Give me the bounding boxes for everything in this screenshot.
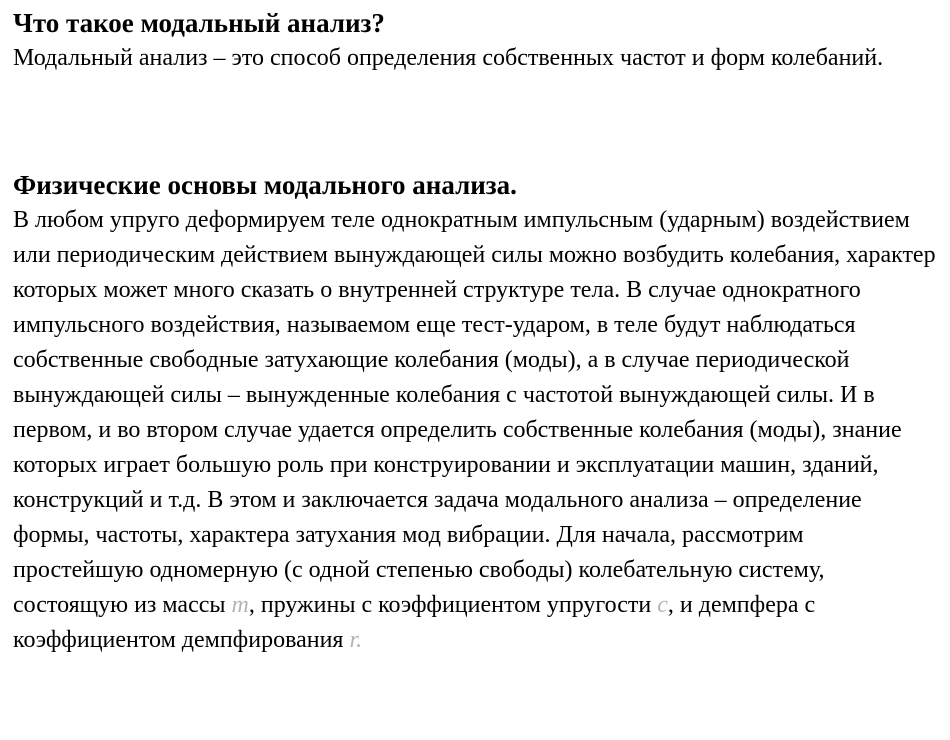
intro-paragraph: Модальный анализ – это способ определения собственных частот и форм колебаний. xyxy=(13,45,884,71)
stiffness-variable-symbol: c xyxy=(657,592,668,618)
document-content xyxy=(13,6,937,658)
physics-text-run: , и демпфера с коэффициентом демпфирования xyxy=(13,592,816,653)
physics-text-run: В любом упруго деформируем теле однократным импульсным (ударным) воздействием или периодическим действием вынуждающей силы можно возбудить колебания, характер которых может много сказать о внутренней структуре тела. В случае однократного импульсного воздействия, называемом еще тест-ударом, в теле будут наблюдаться собственные свободные затухающие колебания (моды), а в случае периодической вынуждающей силы – вынужденные колебания с частотой вынуждающей силы. И в первом, и во втором случае удается определить собственные колебания (моды), знание которых играет большую роль при конструировании и эксплуатации машин, зданий, конструкций и т.д. В этом и заключается задача модального анализа – определение формы, частоты, характера затухания мод вибрации. Для начала, рассмотрим простейшую одномерную (с одной степенью свободы) колебательную систему, состоящую из массы xyxy=(13,207,936,618)
mass-variable-symbol: m xyxy=(231,592,249,618)
physics-text-run: , пружины с коэффициентом упругости xyxy=(248,592,658,618)
heading-what-is-modal-analysis: Что такое модальный анализ? xyxy=(13,8,385,38)
heading-physical-basics: Физические основы модального анализа. xyxy=(13,170,517,200)
physics-paragraph xyxy=(13,203,937,658)
damping-variable-symbol: r. xyxy=(349,627,363,653)
